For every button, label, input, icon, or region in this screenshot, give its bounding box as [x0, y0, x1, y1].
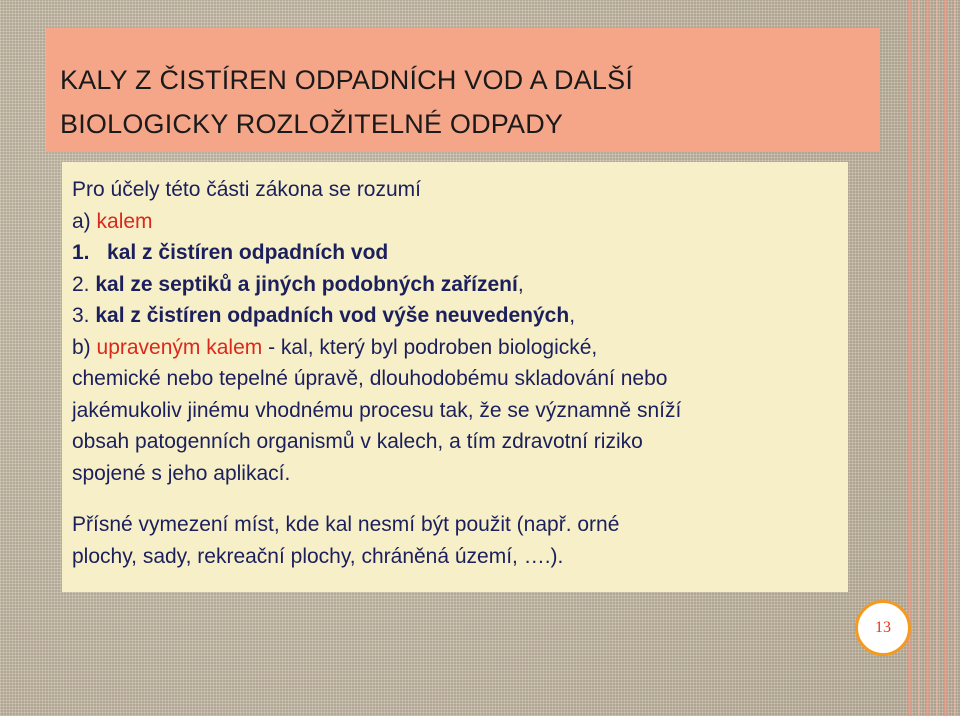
list-item-1-text: kal z čistíren odpadních vod [107, 241, 389, 264]
list-item-3-text: kal z čistíren odpadních vod výše neuvedených [95, 304, 570, 327]
definition-b [72, 332, 838, 364]
slide-title-line-2: BIOLOGICKY ROZLOŽITELNÉ ODPADY [60, 109, 564, 139]
list-item-2 [72, 269, 838, 301]
list-item-1-number: 1. [72, 241, 90, 264]
decorative-stripes [902, 0, 960, 716]
list-item-3 [72, 300, 838, 332]
list-item-3-suffix: , [569, 304, 576, 327]
list-item-2-number: 2. [72, 272, 90, 296]
definition-b-prefix: b) [72, 335, 97, 359]
definition-b-text: - kal, který byl podroben biologické, [262, 335, 598, 359]
definition-b-line-2: chemické nebo tepelné úpravě, dlouhodobému skladování nebo [72, 367, 668, 390]
definition-a-prefix: a) [72, 209, 97, 233]
list-item-2-text: kal ze septiků a jiných podobných zařízení [95, 272, 518, 296]
intro-line: Pro účely této části zákona se rozumí [72, 178, 421, 201]
definition-b-line-3: jakémukoliv jinému vhodnému procesu tak, že se významně sníží [72, 398, 682, 422]
definition-b-term: upraveným kalem [96, 335, 263, 359]
slide-title-box [46, 28, 880, 152]
page-number: 13 [875, 619, 891, 636]
paragraph-gap [72, 489, 838, 509]
definition-b-line-5: spojené s jeho aplikací. [72, 461, 291, 485]
list-item-1 [72, 237, 838, 269]
definition-b-line-4: obsah patogenních organismů v kalech, a tím zdravotní riziko [72, 430, 643, 453]
restriction-line-1: Přísné vymezení míst, kde kal nesmí být použit (např. orné [72, 513, 620, 536]
list-item-3-number: 3. [72, 304, 90, 327]
page-number-badge [855, 600, 911, 656]
slide-content-box [62, 162, 848, 592]
list-item-2-suffix: , [517, 272, 524, 296]
definition-a-term: kalem [96, 209, 153, 233]
definition-a [72, 206, 838, 238]
restriction-line-2: plochy, sady, rekreační plochy, chráněná území, ….). [72, 544, 564, 568]
slide-title-line-1: KALY Z ČISTÍREN ODPADNÍCH VOD A DALŠÍ [60, 65, 634, 95]
